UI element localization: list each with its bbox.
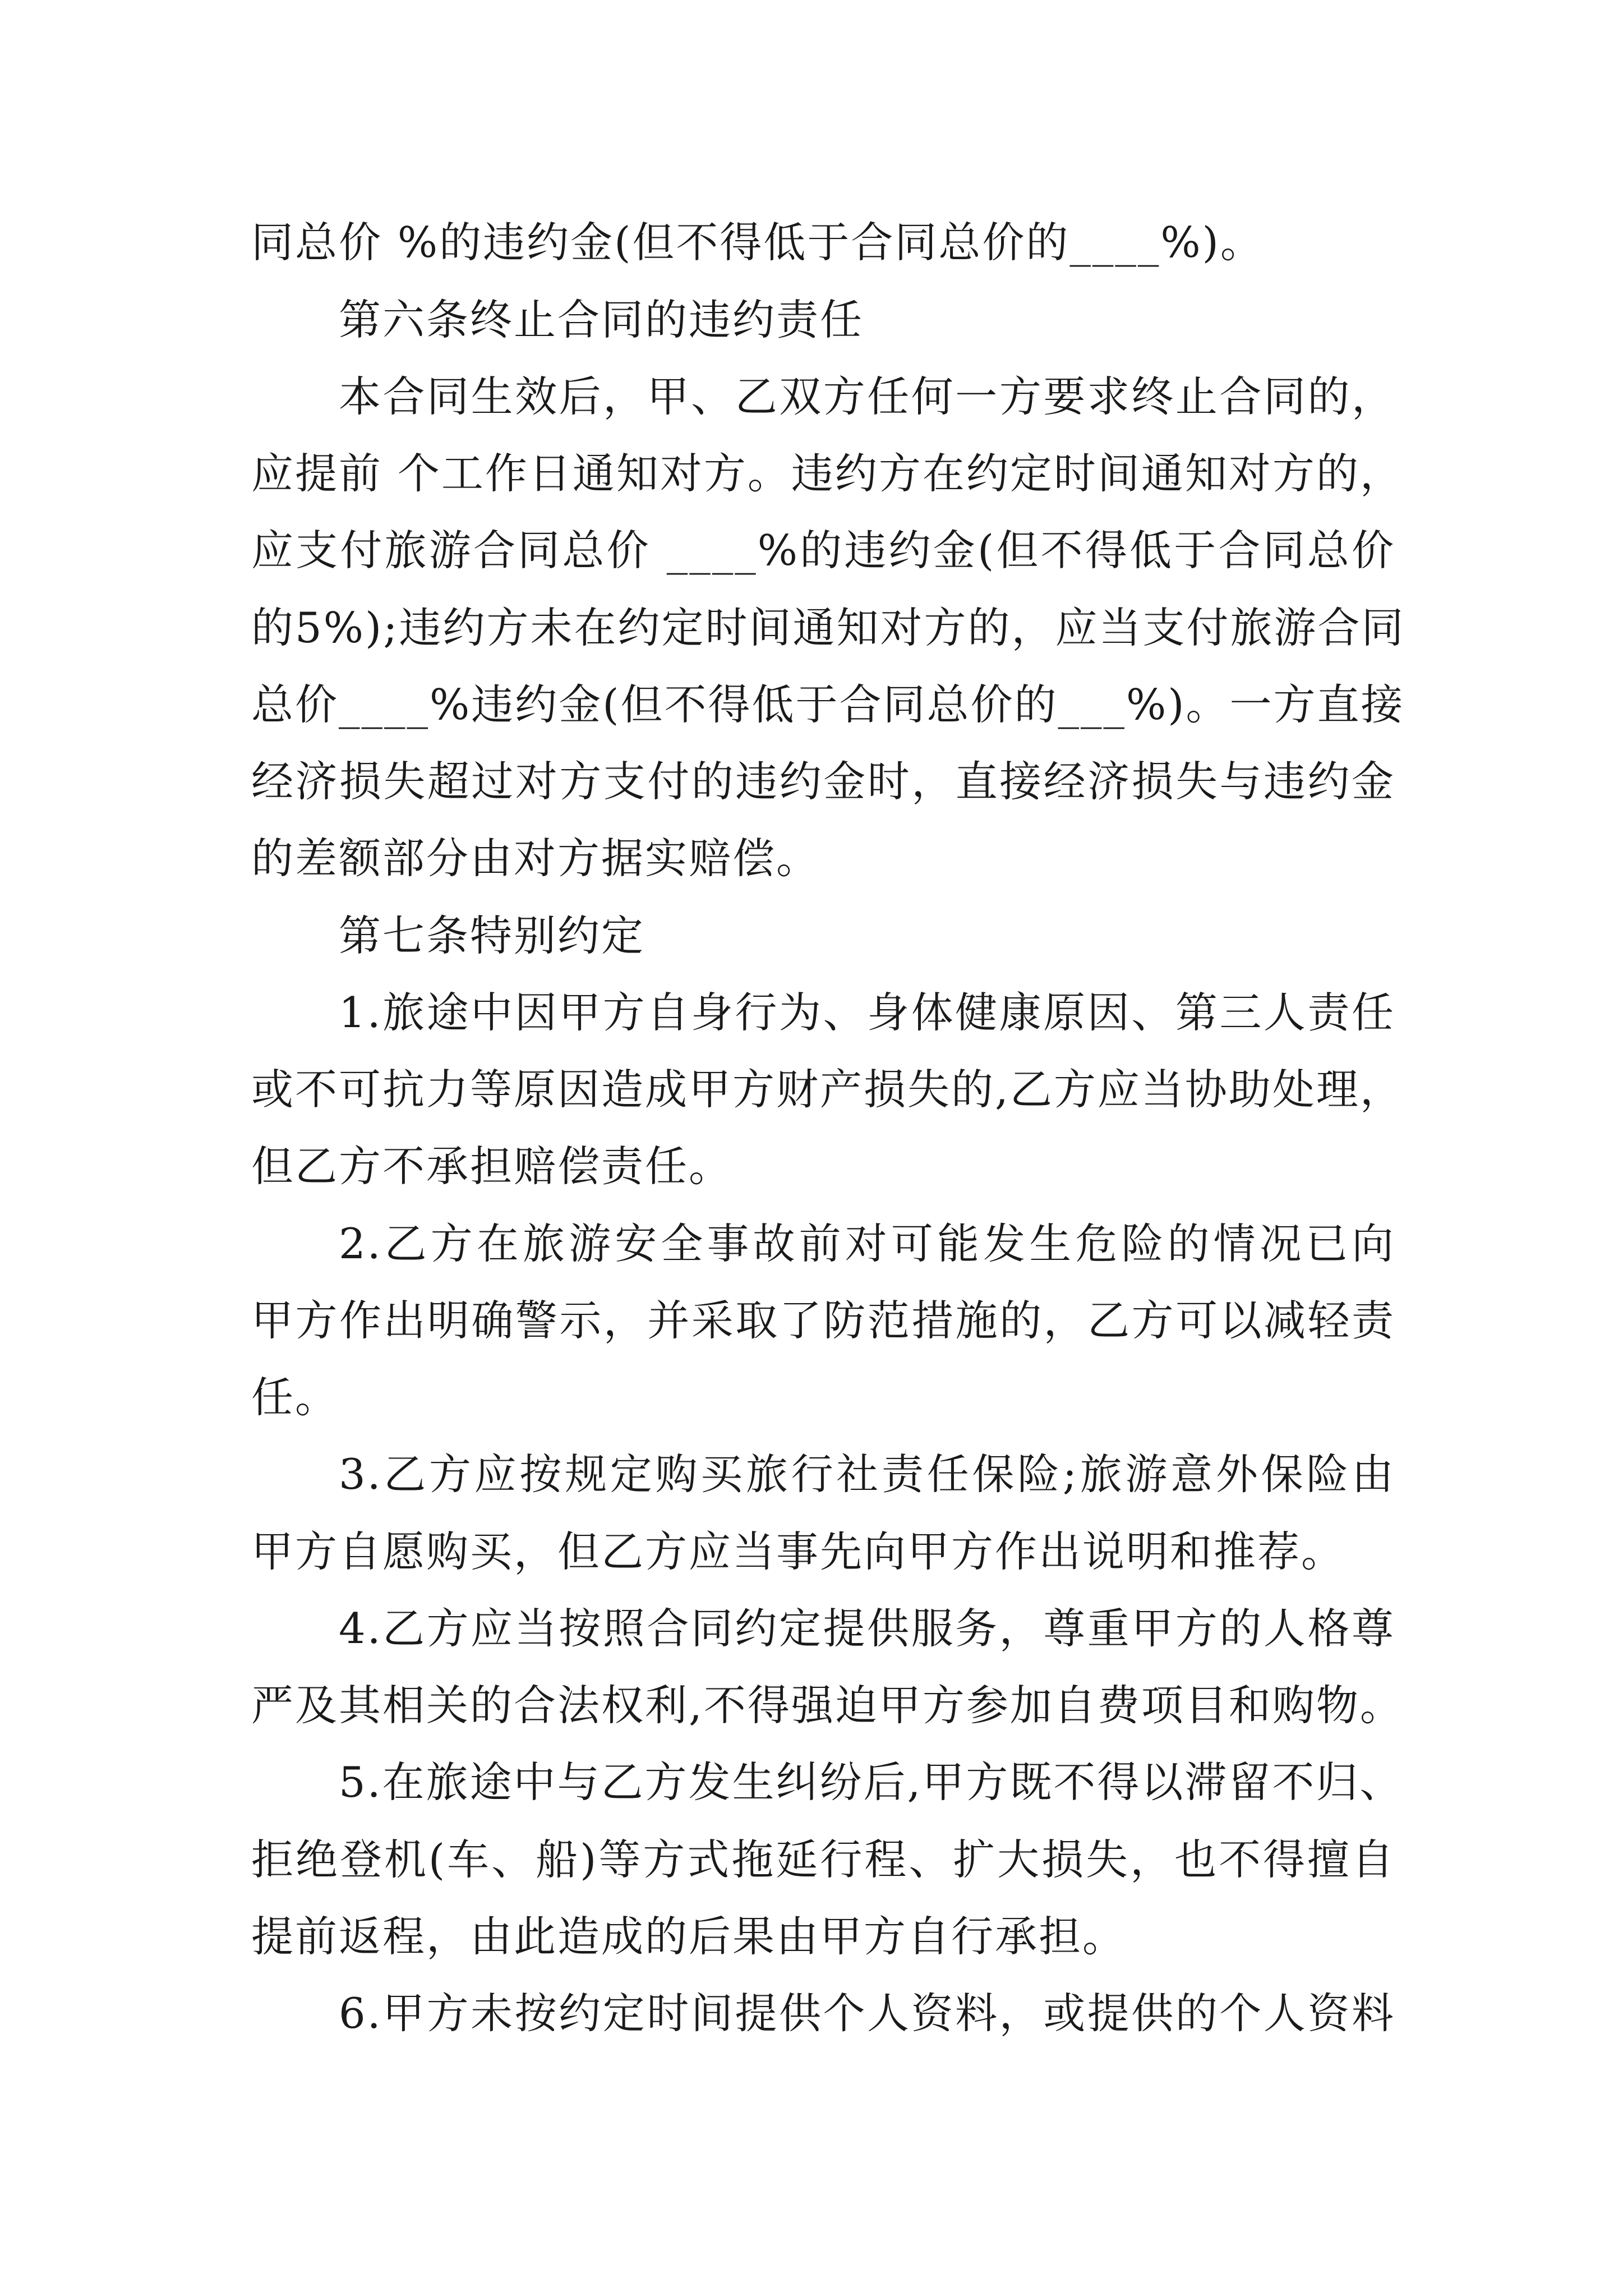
text-line: 3.乙方应按规定购买旅行社责任保险;旅游意外保险由 xyxy=(339,1450,1395,1499)
section-heading: 第六条终止合同的违约责任 xyxy=(339,295,864,344)
text-line: 甲方自愿购买，但乙方应当事先向甲方作出说明和推荐。 xyxy=(251,1527,1345,1576)
text-line: 5.在旅途中与乙方发生纠纷后,甲方既不得以滞留不归、 xyxy=(339,1757,1404,1807)
text-line: 4.乙方应当按照合同约定提供服务，尊重甲方的人格尊 xyxy=(339,1604,1395,1653)
section-heading: 第七条特别约定 xyxy=(339,911,645,960)
text-line: 1.旅途中因甲方自身行为、身体健康原因、第三人责任 xyxy=(339,988,1395,1037)
text-line: 甲方作出明确警示，并采取了防范措施的，乙方可以减轻责 xyxy=(251,1296,1395,1345)
text-line: 任。 xyxy=(251,1373,339,1422)
text-line: 同总价 %的违约金(但不得低于合同总价的____%)。 xyxy=(251,218,1264,267)
text-line: 的差额部分由对方据实赔偿。 xyxy=(251,834,820,883)
text-line: 6.甲方未按约定时间提供个人资料，或提供的个人资料 xyxy=(339,1989,1395,2038)
text-line: 经济损失超过对方支付的违约金时，直接经济损失与违约金 xyxy=(251,757,1395,806)
text-line: 严及其相关的合法权利,不得强迫甲方参加自费项目和购物。 xyxy=(251,1681,1404,1730)
text-line: 提前返程，由此造成的后果由甲方自行承担。 xyxy=(251,1912,1127,1961)
text-line: 应支付旅游合同总价 ____%的违约金(但不得低于合同总价 xyxy=(251,526,1395,575)
text-line: 的5%);违约方未在约定时间通知对方的，应当支付旅游合同 xyxy=(251,603,1405,652)
text-line: 拒绝登机(车、船)等方式拖延行程、扩大损失，也不得擅自 xyxy=(251,1835,1395,1884)
text-line: 总价____%违约金(但不得低于合同总价的___%)。一方直接 xyxy=(251,680,1405,729)
text-line: 或不可抗力等原因造成甲方财产损失的,乙方应当协助处理， xyxy=(251,1065,1404,1114)
text-line: 2.乙方在旅游安全事故前对可能发生危险的情况已向 xyxy=(339,1219,1395,1268)
text-line: 应提前 个工作日通知对方。违约方在约定时间通知对方的， xyxy=(251,449,1404,498)
text-line: 但乙方不承担赔偿责任。 xyxy=(251,1142,733,1191)
text-line: 本合同生效后，甲、乙双方任何一方要求终止合同的， xyxy=(339,372,1395,421)
